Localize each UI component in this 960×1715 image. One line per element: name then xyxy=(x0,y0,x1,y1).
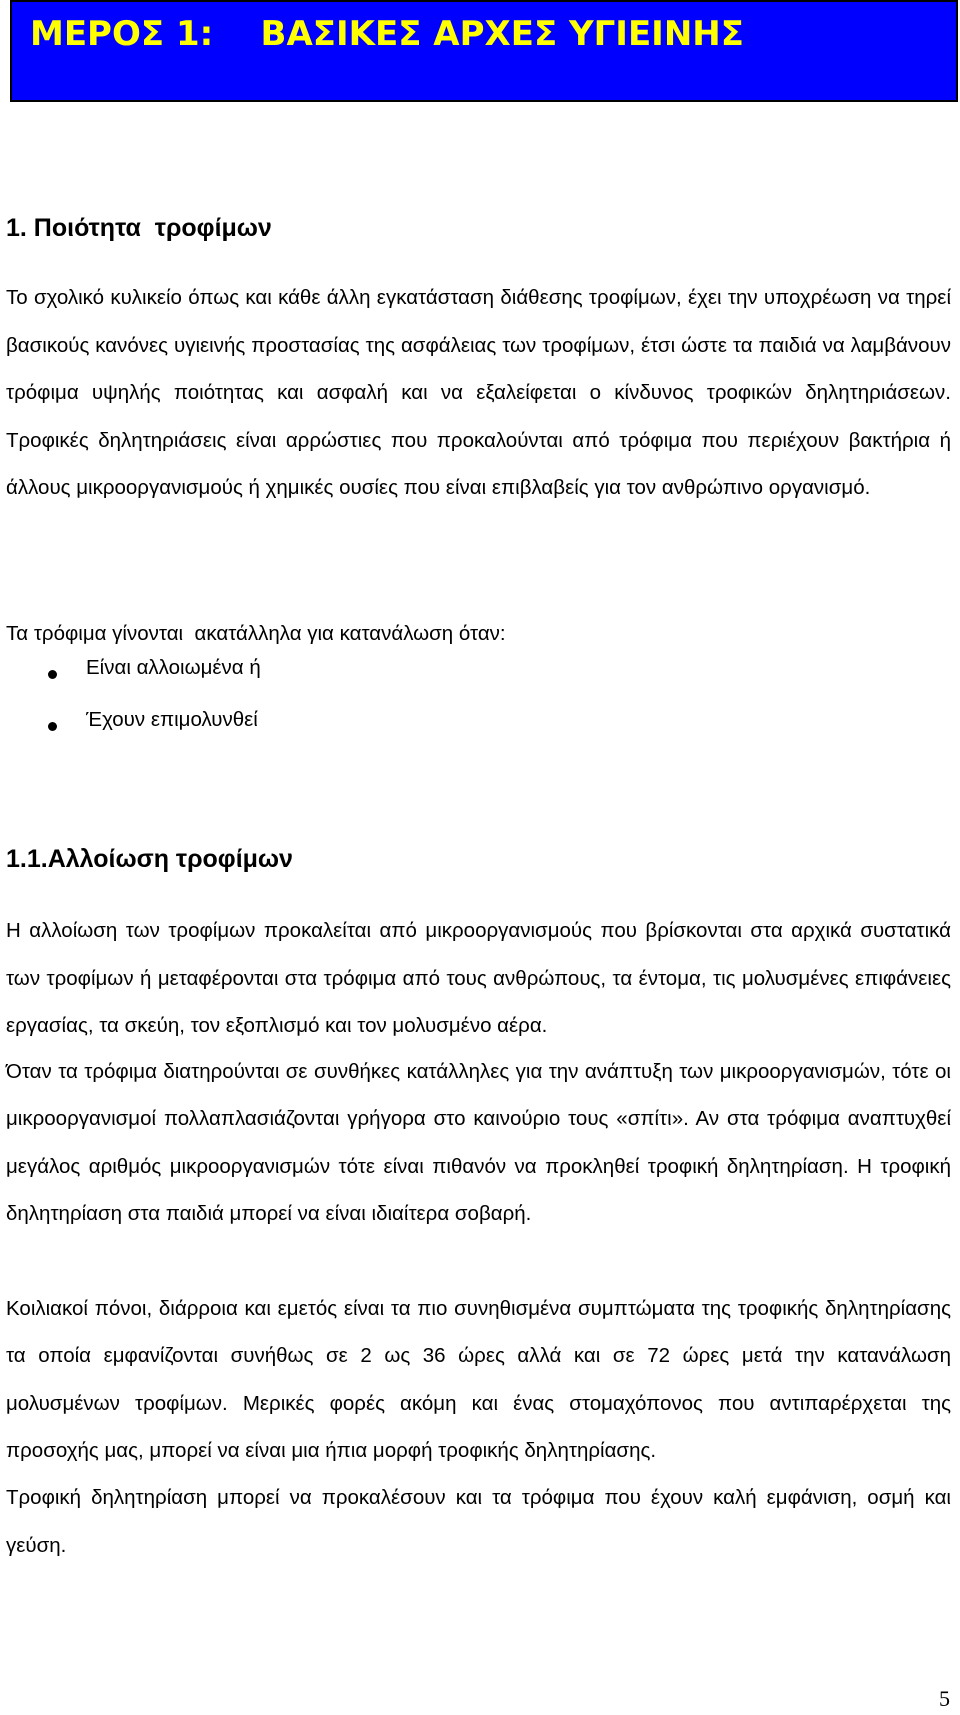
section-1-1-paragraph-2: Όταν τα τρόφιμα διατηρούνται σε συνθήκες κατάλληλες για την ανάπτυξη των μικροοργανισμών, τότε οι μικροοργανισμοί πολλαπλασιάζονται γρήγορα στο καινούριο τους «σπίτι». Αν στα τρόφιμα αναπτυχθεί μεγάλος αριθμός μικροοργανισμών τότε είναι πιθανόν να προκληθεί τροφική δηλητηρίαση. Η τροφική δηλητηρίαση στα παιδιά μπορεί να είναι ιδιαίτερα σοβαρή. xyxy=(6,1060,951,1225)
section-banner xyxy=(10,0,958,102)
section-1-paragraph: Το σχολικό κυλικείο όπως και κάθε άλλη εγκατάσταση διάθεσης τροφίμων, έχει την υποχρέωση να τηρεί βασικούς κανόνες υγιεινής προστασίας της ασφάλειας των τροφίμων, έτσι ώστε τα παιδιά να λαμβάνουν τρόφιμα υψηλής ποιότητας και ασφαλή και να εξαλείφεται ο κίνδυνος τροφικών δηλητηριάσεων. Τροφικές δηλητηριάσεις είναι αρρώστιες που προκαλούνται από τρόφιμα που περιέχουν βακτήρια ή άλλους μικροοργανισμούς ή χημικές ουσίες που είναι επιβλαβείς για τον ανθρώπινο οργανισμό. xyxy=(6,286,951,499)
section-1-1-paragraph-3: Κοιλιακοί πόνοι, διάρροια και εμετός είναι τα πιο συνηθισμένα συμπτώματα της τροφικής δηλητηρίασης τα οποία εμφανίζονται συνήθως σε 2 ως 36 ώρες αλλά και σε 72 ώρες μετά την κατανάλωση μολυσμένων τροφίμων. Μερικές φορές ακόμη και ένας στομαχόπονος που αντιπαρέρχεται της προσοχής μας, μπορεί να είναι μια ήπια μορφή τροφικής δηλητηρίασης. xyxy=(6,1297,951,1462)
section-heading-1-1: 1.1.Αλλοίωση τροφίμων xyxy=(6,845,293,873)
banner-title: ΜΕΡΟΣ 1: ΒΑΣΙΚΕΣ ΑΡΧΕΣ ΥΓΙΕΙΝΗΣ xyxy=(30,14,744,54)
list-item-text: Έχουν επιμολυνθεί xyxy=(86,708,258,731)
bullet-icon xyxy=(48,722,57,731)
bullet-icon xyxy=(48,670,57,679)
page-number: 5 xyxy=(939,1686,950,1711)
list-intro: Τα τρόφιμα γίνονται ακατάλληλα για κατανάλωση όταν: xyxy=(6,622,506,645)
section-1-1-paragraph-4: Τροφική δηλητηρίαση μπορεί να προκαλέσουν και τα τρόφιμα που έχουν καλή εμφάνιση, οσμή και γεύση. xyxy=(6,1486,951,1557)
section-1-1-paragraph-1: Η αλλοίωση των τροφίμων προκαλείται από μικροοργανισμούς που βρίσκονται στα αρχικά συστατικά των τροφίμων ή μεταφέρονται στα τρόφιμα από τους ανθρώπους, τα έντομα, τις μολυσμένες επιφάνειες εργασίας, τα σκεύη, τον εξοπλισμό και τον μολυσμένο αέρα. xyxy=(6,919,951,1037)
list-item-text: Είναι αλλοιωμένα ή xyxy=(86,656,261,679)
section-heading-1: 1. Ποιότητα τροφίμων xyxy=(6,214,272,242)
